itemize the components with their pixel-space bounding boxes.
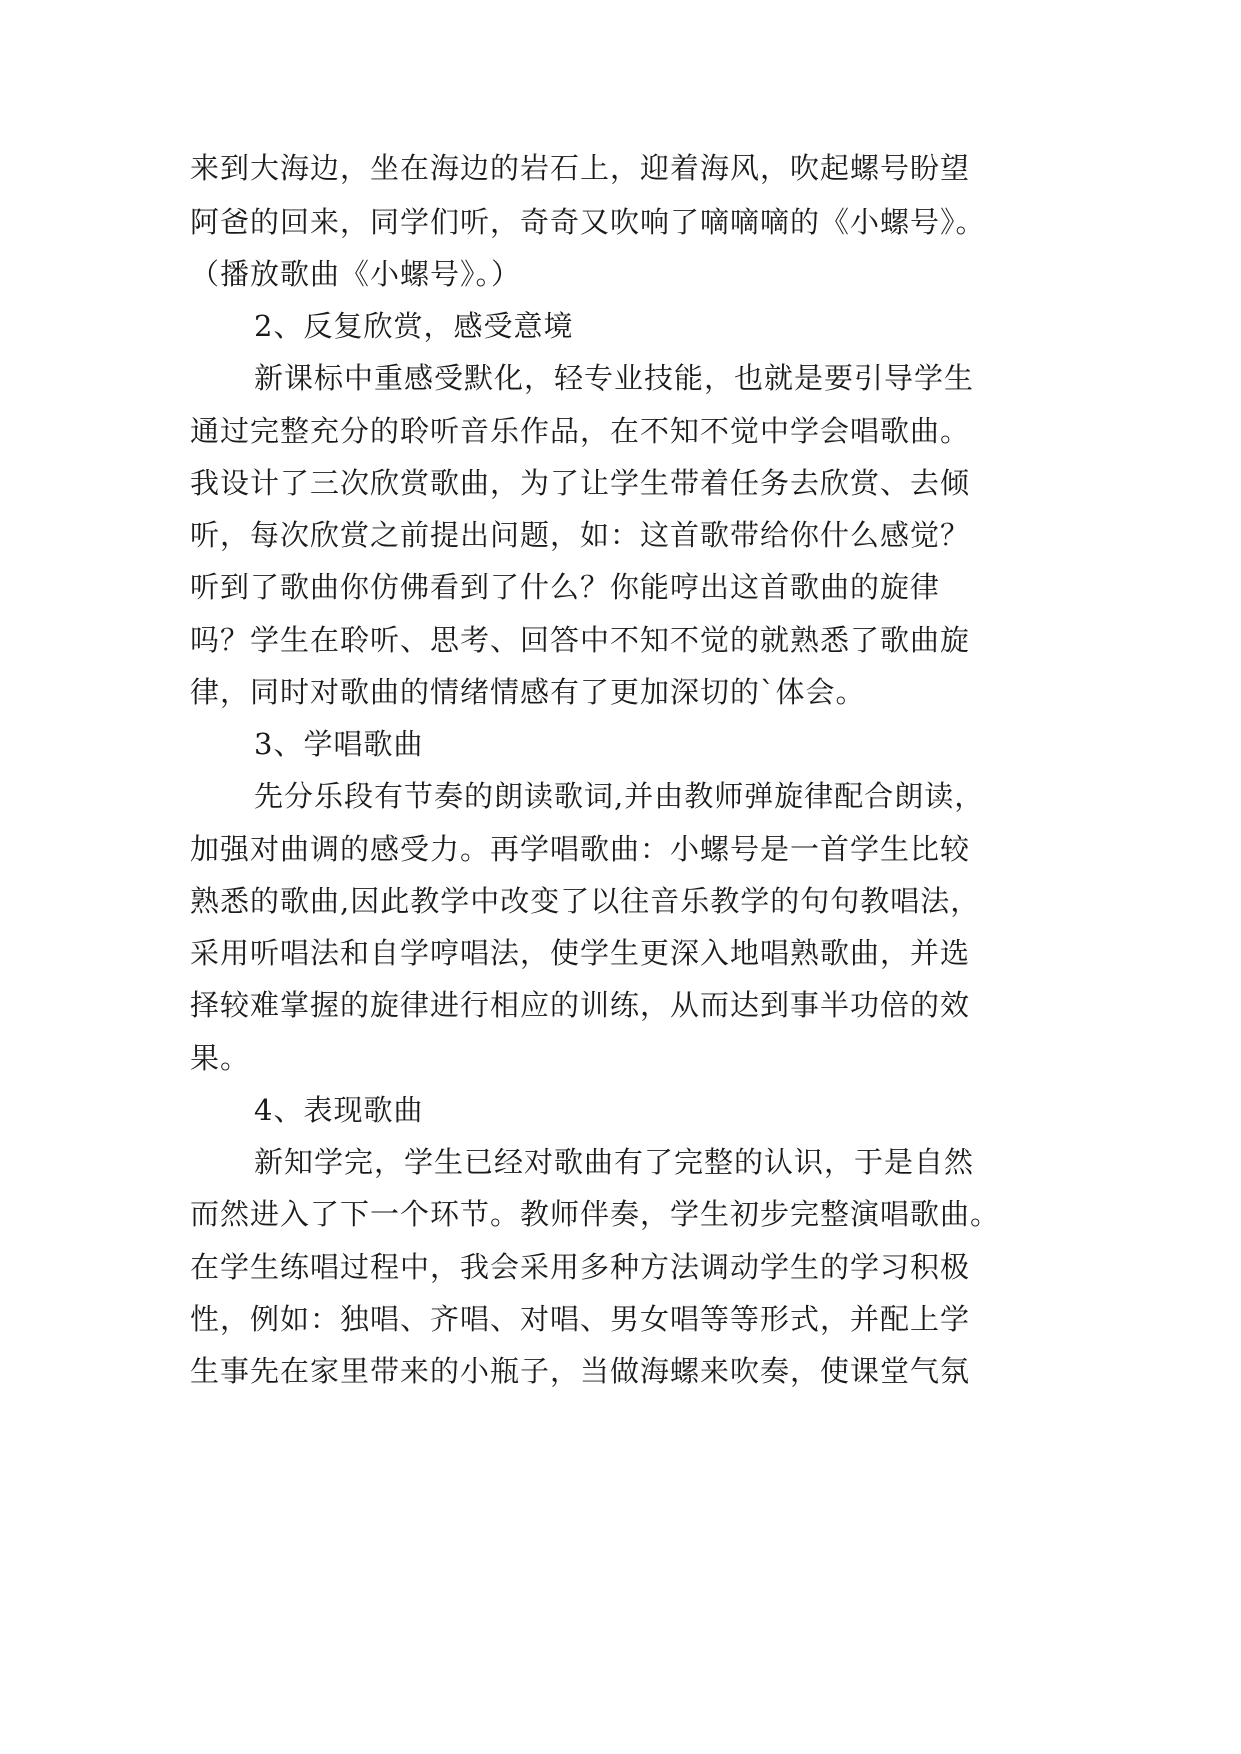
text-line-13: 先分乐段有节奏的朗读歌词,并由教师弹旋律配合朗读， (254, 779, 985, 813)
text-line-21: 而然进入了下一个环节。教师伴奏，学生初步完整演唱歌曲。 (190, 1197, 1001, 1231)
text-line-14: 加强对曲调的感受力。再学唱歌曲：小螺号是一首学生比较 (190, 832, 971, 866)
text-line-2: 阿爸的回来，同学们听，奇奇又吹响了嘀嘀嘀的《小螺号》。 (190, 205, 986, 239)
text-line-17: 择较难掌握的旋律进行相应的训练，从而达到事半功倍的效 (190, 988, 971, 1022)
text-line-8: 听，每次欣赏之前提出问题，如：这首歌带给你什么感觉？ (190, 518, 971, 552)
text-line-24: 生事先在家里带来的小瓶子，当做海螺来吹奏，使课堂气氛 (190, 1354, 971, 1388)
section-heading-4: 4、表现歌曲 (254, 1093, 424, 1127)
text-line-3: （播放歌曲《小螺号》。） (190, 257, 522, 291)
text-line-22: 在学生练唱过程中，我会采用多种方法调动学生的学习积极 (190, 1250, 971, 1284)
text-line-11: 律，同时对歌曲的情绪情感有了更加深切的`体会。 (190, 675, 866, 709)
text-line-20: 新知学完，学生已经对歌曲有了完整的认识，于是自然 (254, 1145, 975, 1179)
section-heading-2: 2、反复欣赏，感受意境 (254, 309, 574, 343)
text-line-15: 熟悉的歌曲,因此教学中改变了以往音乐教学的句句教唱法， (190, 884, 981, 918)
text-line-18: 果。 (190, 1041, 251, 1075)
section-heading-3: 3、学唱歌曲 (254, 727, 424, 761)
text-line-7: 我设计了三次欣赏歌曲，为了让学生带着任务去欣赏、去倾 (190, 466, 971, 500)
text-line-1: 来到大海边，坐在海边的岩石上，迎着海风，吹起螺号盼望 (190, 151, 971, 185)
text-line-10: 吗？学生在聆听、思考、回答中不知不觉的就熟悉了歌曲旋 (190, 623, 971, 657)
text-line-23: 性，例如：独唱、齐唱、对唱、男女唱等等形式，并配上学 (190, 1302, 971, 1336)
text-line-6: 通过完整充分的聆听音乐作品，在不知不觉中学会唱歌曲。 (190, 414, 971, 448)
text-line-16: 采用听唱法和自学哼唱法，使学生更深入地唱熟歌曲，并选 (190, 936, 971, 970)
text-line-9: 听到了歌曲你仿佛看到了什么？你能哼出这首歌曲的旋律 (190, 570, 941, 604)
text-line-5: 新课标中重感受默化，轻专业技能，也就是要引导学生 (254, 361, 975, 395)
